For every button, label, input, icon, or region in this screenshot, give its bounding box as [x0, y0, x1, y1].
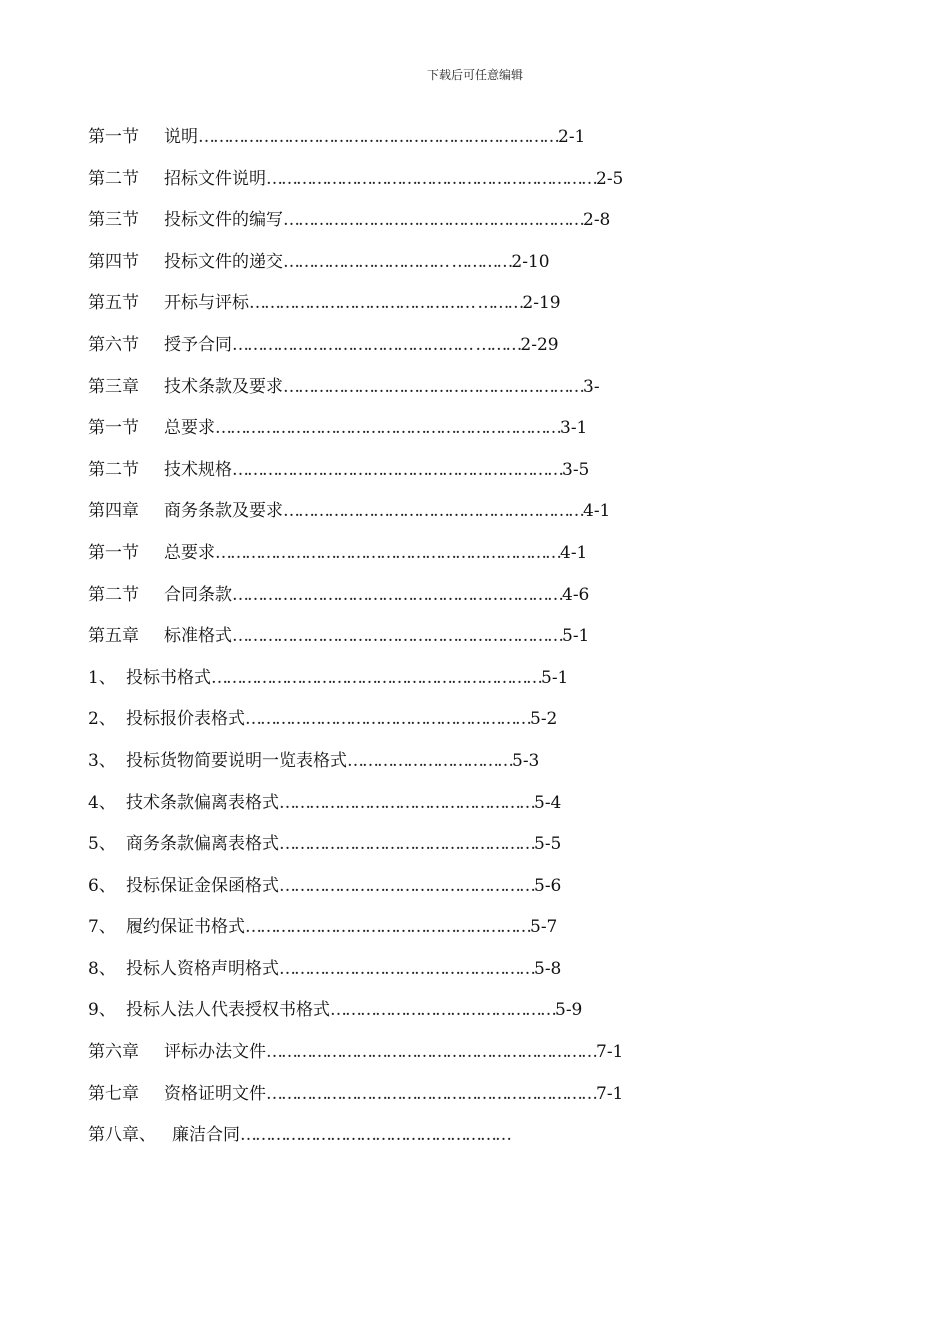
- toc-leader-dots: ……………………………………………………: [283, 376, 583, 397]
- toc-entry-page-number: 5-9: [555, 1000, 583, 1021]
- toc-leader-dots: …………………………… …………: [283, 251, 512, 272]
- toc-entry-label: 2、: [88, 709, 116, 730]
- toc-entry: [88, 249, 648, 291]
- toc-entry-page-number: 5-7: [530, 917, 558, 938]
- toc-entry-label: 第四节: [88, 251, 139, 272]
- toc-leader-dots: …………………………………………………………: [266, 168, 596, 189]
- toc-entry-page-number: 5-6: [534, 875, 562, 896]
- toc-entry-label: 第一节: [88, 127, 139, 147]
- toc-leader-dots: …………………………………………………………: [232, 626, 562, 647]
- toc-entry-page-number: 5-3: [512, 750, 540, 771]
- toc-entry-title: 投标保证金保函格式: [126, 875, 279, 896]
- toc-entry-title: 总要求: [164, 418, 215, 439]
- toc-leader-dots: ……………………………………………: [279, 792, 534, 813]
- toc-leader-dots: …………………………………………………: [245, 917, 530, 938]
- toc-entry-title: 标准格式: [164, 626, 232, 647]
- toc-entry-page-number: 5-1: [562, 626, 590, 647]
- toc-entry-page-number: 7-1: [596, 1083, 624, 1104]
- toc-entry: [88, 831, 648, 873]
- toc-entry-label: 第三节: [88, 210, 139, 231]
- toc-entry-title: 投标报价表格式: [126, 709, 245, 730]
- toc-leader-dots: ……………………………………………………: [283, 210, 583, 231]
- toc-leader-dots: ……………………………: [347, 750, 512, 771]
- toc-entry-label: 5、: [88, 834, 116, 855]
- toc-entry-title: 投标文件的编写: [164, 210, 283, 231]
- toc-leader-dots: …………………………………………………………: [266, 1083, 596, 1104]
- toc-entry: [88, 748, 648, 790]
- toc-entry: [88, 207, 648, 249]
- toc-entry-label: 3、: [88, 750, 116, 771]
- toc-entry: [88, 1039, 648, 1081]
- toc-entry-label: 第一节: [88, 418, 139, 439]
- toc-entry-title: 说明: [164, 127, 198, 147]
- toc-leader-dots: ……………………………………………: [279, 834, 534, 855]
- toc-entry-page-number: 7-1: [596, 1042, 624, 1063]
- toc-entry-page-number: 5-1: [541, 667, 569, 688]
- toc-entry: [88, 166, 648, 208]
- toc-entry-title: 投标文件的递交: [164, 251, 283, 272]
- toc-leader-dots: …………………………………………………………: [232, 584, 562, 605]
- toc-entry-title: 商务条款及要求: [164, 501, 283, 522]
- toc-entry-page-number: 3-5: [562, 459, 590, 480]
- toc-entry-title: 招标文件说明: [164, 168, 266, 189]
- toc-entry-label: 第三章: [88, 376, 139, 397]
- toc-entry-title: 履约保证书格式: [126, 917, 245, 938]
- toc-entry-page-number: 2-5: [596, 168, 624, 189]
- toc-entry-label: 第七章: [88, 1083, 139, 1104]
- toc-entry-label: 第一节: [88, 542, 139, 563]
- toc-entry: [88, 582, 648, 624]
- toc-entry-label: 1、: [88, 667, 116, 688]
- toc-entry-label: 第五节: [88, 293, 139, 314]
- toc-leader-dots: ……………………………………………………………: [215, 418, 560, 439]
- toc-entry-label: 第二节: [88, 459, 139, 480]
- toc-entry: [88, 1081, 648, 1123]
- toc-entry: [88, 873, 648, 915]
- toc-entry-page-number: 5-4: [534, 792, 562, 813]
- toc-entry-page-number: 4-1: [560, 542, 588, 563]
- toc-entry-title: 开标与评标: [164, 293, 249, 314]
- toc-entry-page-number: 4-1: [583, 501, 611, 522]
- toc-leader-dots: …………………………………………………………: [266, 1042, 596, 1063]
- toc-entry-title: 技术规格: [164, 459, 232, 480]
- toc-entry: [88, 706, 648, 748]
- toc-entry-page-number: 5-8: [534, 958, 562, 979]
- toc-entry-page-number: 2-8: [583, 210, 611, 231]
- toc-leader-dots: ……………………………………………………: [283, 501, 583, 522]
- toc-entry: [88, 124, 648, 166]
- toc-entry-label: 第八章、: [88, 1125, 156, 1146]
- toc-entry: [88, 498, 648, 540]
- toc-entry-page-number: 5-2: [530, 709, 558, 730]
- toc-entry: [88, 457, 648, 499]
- toc-entry: [88, 956, 648, 998]
- toc-entry-label: 第四章: [88, 501, 139, 522]
- toc-entry: [88, 623, 648, 665]
- toc-entry-label: 9、: [88, 1000, 116, 1021]
- toc-entry-title: 投标人法人代表授权书格式: [126, 1000, 330, 1021]
- toc-leader-dots: ………………………………………… ………: [232, 334, 521, 355]
- toc-entry: [88, 374, 648, 416]
- toc-entry-title: 投标货物简要说明一览表格式: [126, 750, 347, 771]
- toc-entry-title: 技术条款偏离表格式: [126, 792, 279, 813]
- toc-entry-label: 第六节: [88, 334, 139, 355]
- toc-entry-title: 评标办法文件: [164, 1042, 266, 1063]
- toc-entry-title: 技术条款及要求: [164, 376, 283, 397]
- toc-entry-page-number: 3-1: [560, 418, 588, 439]
- toc-leader-dots: ……………………………………… ………: [249, 293, 523, 314]
- page-header: 下载后可任意编辑: [426, 68, 523, 82]
- toc-entry-title: 资格证明文件: [164, 1083, 266, 1104]
- toc-entry-label: 第二节: [88, 168, 139, 189]
- toc-entry-page-number: 2-19: [522, 293, 561, 314]
- toc-entry-label: 第五章: [88, 626, 139, 647]
- table-of-contents: [88, 124, 648, 1164]
- toc-entry-title: 总要求: [164, 542, 215, 563]
- toc-leader-dots: …………………………………………………: [245, 709, 530, 730]
- toc-leader-dots: ………………………………………: [330, 1000, 555, 1021]
- toc-entry-page-number: 5-5: [534, 834, 562, 855]
- toc-entry: [88, 1122, 648, 1164]
- toc-entry-page-number: 2-1: [558, 127, 586, 147]
- toc-entry-page-number: 4-6: [562, 584, 590, 605]
- toc-entry-title: 投标人资格声明格式: [126, 958, 279, 979]
- toc-leader-dots: ………………………………………………………………: [198, 127, 558, 147]
- toc-entry: [88, 540, 648, 582]
- toc-entry-label: 7、: [88, 917, 116, 938]
- toc-entry-page-number: 2-29: [520, 334, 559, 355]
- toc-entry-label: 第二节: [88, 584, 139, 605]
- toc-entry: [88, 665, 648, 707]
- toc-entry: [88, 914, 648, 956]
- toc-entry: [88, 415, 648, 457]
- toc-entry-page-number: 3-: [583, 376, 600, 397]
- toc-entry-label: 4、: [88, 792, 116, 813]
- toc-entry: [88, 997, 648, 1039]
- toc-entry-label: 第六章: [88, 1042, 139, 1063]
- toc-entry-title: 廉洁合同: [172, 1125, 240, 1146]
- toc-leader-dots: ……………………………………………: [279, 875, 534, 896]
- toc-entry: [88, 790, 648, 832]
- toc-entry-label: 6、: [88, 875, 116, 896]
- toc-leader-dots: …………………………………………………………: [211, 667, 541, 688]
- toc-entry-title: 投标书格式: [126, 667, 211, 688]
- toc-entry-title: 授予合同: [164, 334, 232, 355]
- toc-entry-label: 8、: [88, 958, 116, 979]
- toc-leader-dots: ……………………………………………………………: [215, 542, 560, 563]
- toc-entry: [88, 290, 648, 332]
- toc-entry-title: 合同条款: [164, 584, 232, 605]
- toc-entry-page-number: 2-10: [511, 251, 550, 272]
- toc-leader-dots: ………………………………………………: [240, 1125, 510, 1146]
- toc-leader-dots: …………………………………………………………: [232, 459, 562, 480]
- toc-entry-title: 商务条款偏离表格式: [126, 834, 279, 855]
- toc-entry: [88, 332, 648, 374]
- toc-leader-dots: ……………………………………………: [279, 958, 534, 979]
